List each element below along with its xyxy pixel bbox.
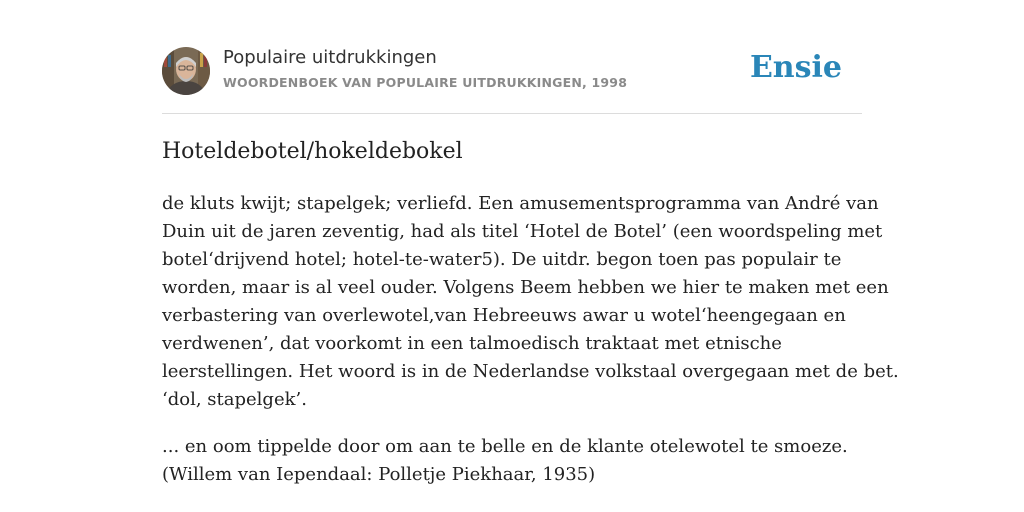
definition-line: verbastering van overlewotel,van Hebreeuws awar u wotel‘heengegaan en — [162, 305, 846, 326]
definition-line: botel‘drijvend hotel; hotel-te-water5). De uitdr. begon toen pas populair te — [162, 249, 842, 270]
entry-definition — [162, 190, 899, 414]
entry-title: Hoteldebotel/hokeldebokel — [162, 139, 463, 164]
definition-line: de kluts kwijt; stapelgek; verliefd. Een amusementsprogramma van André van — [162, 193, 879, 214]
definition-line: verdwenen’, dat voorkomt in een talmoedisch traktaat met etnische — [162, 333, 782, 354]
quote-line: ... en oom tippelde door om aan te belle en de klante otelewotel te smoeze. — [162, 436, 848, 457]
quote-citation: (Willem van Iependaal: Polletje Piekhaar, 1935) — [162, 464, 596, 485]
source-header — [162, 0, 862, 114]
definition-line: Duin uit de jaren zeventig, had als titel ‘Hotel de Botel’ (een woordspeling met — [162, 221, 883, 242]
definition-line: leerstellingen. Het woord is in de Nederlandse volkstaal overgegaan met de bet. — [162, 361, 899, 382]
ensie-logo[interactable]: Ensie — [749, 50, 842, 85]
definition-line: ‘dol, stapelgek’. — [162, 389, 307, 410]
source-subtitle: WOORDENBOEK VAN POPULAIRE UITDRUKKINGEN, 1998 — [223, 75, 628, 90]
author-portrait-icon — [162, 47, 210, 95]
definition-line: worden, maar is al veel ouder. Volgens Beem hebben we hier te maken met een — [162, 277, 889, 298]
author-avatar[interactable] — [162, 47, 210, 95]
entry-quote — [162, 433, 862, 489]
entry-card — [162, 0, 899, 485]
source-name-link[interactable]: Populaire uitdrukkingen — [223, 47, 437, 68]
